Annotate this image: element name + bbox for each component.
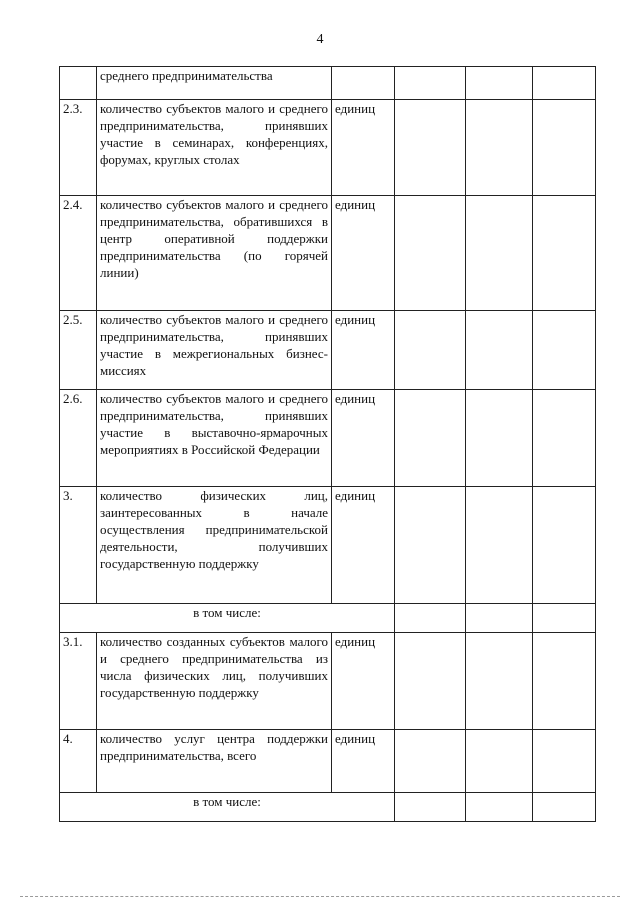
row-description: количество физических лиц, заинтересованных в начале осуществления предпринимательской деятельности, получивших государственную поддержку — [97, 487, 332, 604]
row-description: количество субъектов малого и среднего предпринимательства, принявших участие в семинарах, конференциях, форумах, круглых столах — [97, 100, 332, 196]
table-row — [60, 311, 596, 390]
subheading-in-total: в том числе: — [60, 793, 395, 822]
row-number — [60, 67, 97, 100]
row-unit: единиц — [332, 487, 395, 604]
value-cell — [466, 196, 533, 311]
value-cell — [533, 100, 596, 196]
value-cell — [395, 100, 466, 196]
value-cell — [466, 730, 533, 793]
value-cell — [466, 633, 533, 730]
table-row — [60, 67, 596, 100]
page-number: 4 — [316, 32, 324, 47]
value-cell — [395, 196, 466, 311]
value-cell — [395, 311, 466, 390]
table-row — [60, 793, 596, 822]
table-row — [60, 100, 596, 196]
row-unit: единиц — [332, 390, 395, 487]
table-row — [60, 390, 596, 487]
value-cell — [533, 730, 596, 793]
value-cell — [466, 793, 533, 822]
value-cell — [395, 633, 466, 730]
value-cell — [395, 730, 466, 793]
value-cell — [466, 390, 533, 487]
row-number: 2.4. — [60, 196, 97, 311]
value-cell — [466, 487, 533, 604]
table-row — [60, 633, 596, 730]
subheading-in-total: в том числе: — [60, 604, 395, 633]
row-description: количество услуг центра поддержки предпринимательства, всего — [97, 730, 332, 793]
value-cell — [533, 390, 596, 487]
value-cell — [395, 67, 466, 100]
row-description: количество субъектов малого и среднего предпринимательства, принявших участие в выставочно-ярмарочных мероприятиях в Российской Федерации — [97, 390, 332, 487]
value-cell — [395, 604, 466, 633]
row-unit: единиц — [332, 633, 395, 730]
indicators-table — [59, 66, 596, 822]
row-number: 3. — [60, 487, 97, 604]
row-number: 2.3. — [60, 100, 97, 196]
row-unit: единиц — [332, 196, 395, 311]
scan-edge-artifact — [20, 896, 620, 899]
value-cell — [395, 487, 466, 604]
row-description: количество созданных субъектов малого и среднего предпринимательства из числа физических лиц, получивших государственную поддержку — [97, 633, 332, 730]
row-number: 2.5. — [60, 311, 97, 390]
value-cell — [466, 311, 533, 390]
table-row — [60, 196, 596, 311]
value-cell — [395, 793, 466, 822]
table-row — [60, 730, 596, 793]
row-unit — [332, 67, 395, 100]
value-cell — [466, 100, 533, 196]
row-description: количество субъектов малого и среднего предпринимательства, обратившихся в центр оперативной поддержки предпринимательства (по горячей линии) — [97, 196, 332, 311]
row-unit: единиц — [332, 100, 395, 196]
value-cell — [533, 311, 596, 390]
row-unit: единиц — [332, 311, 395, 390]
value-cell — [466, 604, 533, 633]
value-cell — [533, 196, 596, 311]
value-cell — [395, 390, 466, 487]
row-description: среднего предпринимательства — [97, 67, 332, 100]
value-cell — [533, 67, 596, 100]
row-number: 3.1. — [60, 633, 97, 730]
value-cell — [533, 633, 596, 730]
value-cell — [533, 604, 596, 633]
row-number: 2.6. — [60, 390, 97, 487]
row-unit: единиц — [332, 730, 395, 793]
value-cell — [533, 487, 596, 604]
row-description: количество субъектов малого и среднего предпринимательства, принявших участие в межрегиональных бизнес-миссиях — [97, 311, 332, 390]
table-row — [60, 487, 596, 604]
row-number: 4. — [60, 730, 97, 793]
value-cell — [533, 793, 596, 822]
value-cell — [466, 67, 533, 100]
table-row — [60, 604, 596, 633]
